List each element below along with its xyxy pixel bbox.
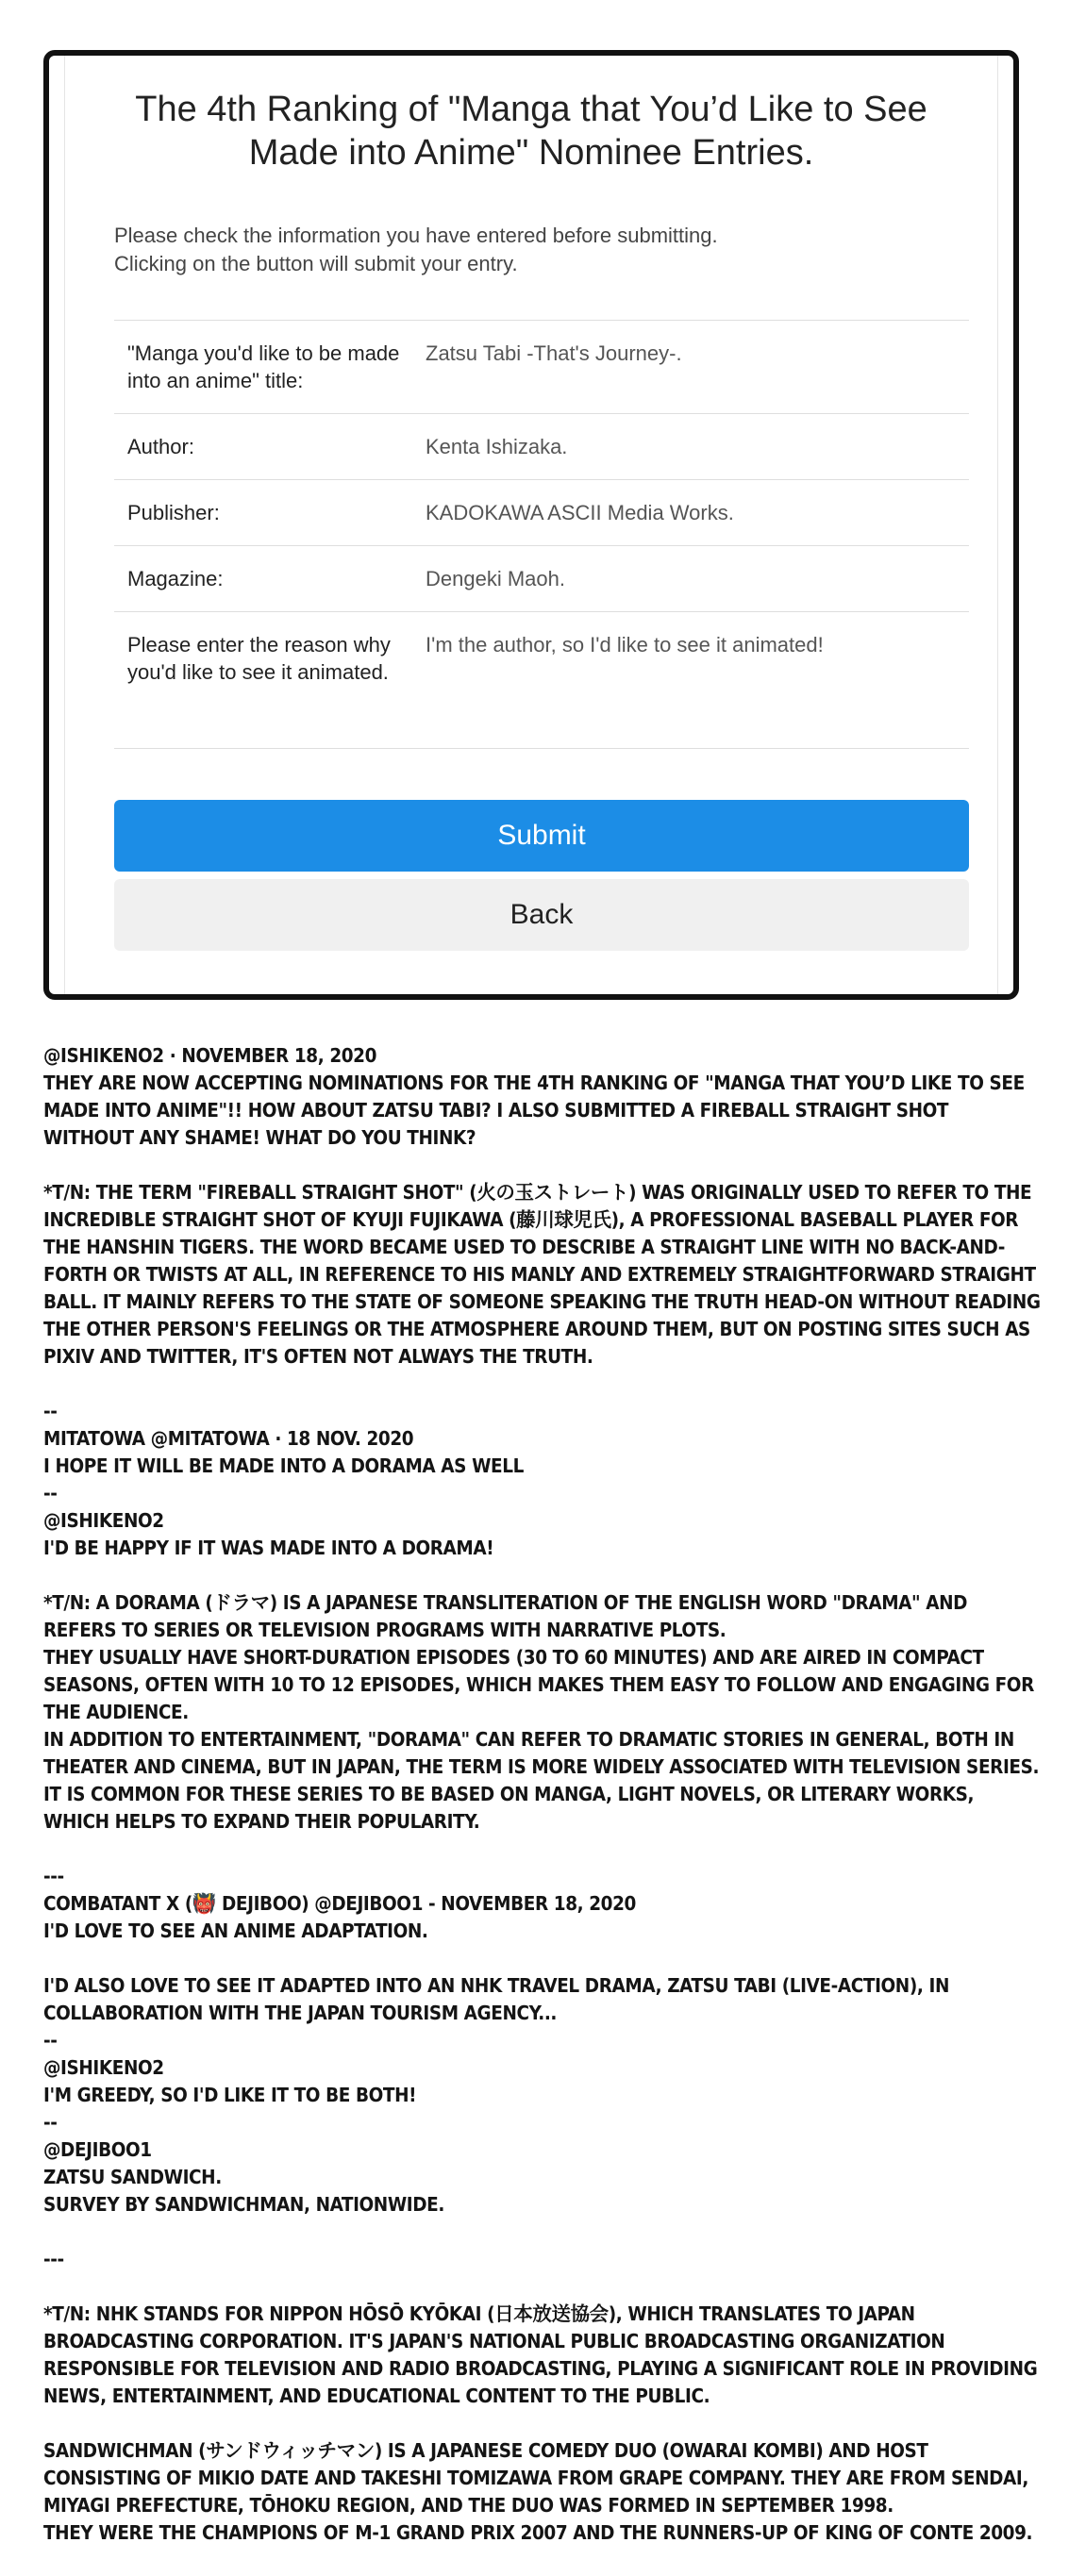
row-value-title: Zatsu Tabi -That's Journey-.: [409, 321, 969, 414]
row-label-publisher: Publisher:: [114, 480, 409, 546]
post-ishikeno2: @ISHIKENO2 · NOVEMBER 18, 2020 THEY ARE NOW ACCEPTING NOMINATIONS FOR THE 4TH RANKING OF "MANGA THAT YOU’D LIKE TO SEE MADE INTO ANIME"!! HOW ABOUT ZATSU TABI? I ALSO SUBMITTED A FIREBALL STRAIGHT SHOT WITHOUT ANY SHAME! WHAT DO YOU THINK?: [43, 1044, 1025, 1149]
table-row: [114, 321, 969, 414]
reply-dejiboo: --- COMBATANT X (👹 DEJIBOO) @DEJIBOO1 - NOVEMBER 18, 2020 I'D LOVE TO SEE AN ANIME ADAPTATION.: [43, 1865, 636, 1942]
translator-note-sandwichman: SANDWICHMAN (サンドウィッチマン) IS A JAPANESE COMEDY DUO (OWARAI KOMBI) AND HOST CONSISTING OF MIKIO DATE AND TAKESHI TOMIZAWA FROM GRAPE COMPANY. THEY ARE FROM SENDAI, MIYAGI PREFECTURE, TŌHOKU REGION, AND THE DUO WAS FORMED IN SEPTEMBER 1998. THEY WERE THE CHAMPIONS OF M-1 GRAND PRIX 2007 AND THE RUNNERS-UP OF KING OF CONTE 2009.: [43, 2439, 1033, 2544]
notice-line-2: Clicking on the button will submit your entry.: [114, 252, 518, 275]
row-label-title: "Manga you'd like to be made into an anime" title:: [114, 321, 409, 414]
row-value-author: Kenta Ishizaka.: [409, 414, 969, 480]
form-title: The 4th Ranking of "Manga that You’d Like to See Made into Anime" Nominee Entries.: [135, 90, 927, 173]
row-label-magazine: Magazine:: [114, 546, 409, 612]
table-row: [114, 546, 969, 612]
entry-confirmation-form: [43, 50, 1019, 1000]
row-value-reason: I'm the author, so I'd like to see it animated!: [409, 612, 969, 749]
row-label-author: Author:: [114, 414, 409, 480]
table-row: [114, 414, 969, 480]
table-row: [114, 480, 969, 546]
back-button[interactable]: Back: [114, 879, 969, 951]
confirmation-notice: [114, 222, 718, 278]
submit-button[interactable]: Submit: [114, 800, 969, 872]
translator-note-dorama: *T/N: A DORAMA (ドラマ) IS A JAPANESE TRANSLITERATION OF THE ENGLISH WORD "DRAMA" AND REFERS TO SERIES OR TELEVISION PROGRAMS WITH NARRATIVE PLOTS. THEY USUALLY HAVE SHORT-DURATION EPISODES (30 TO 60 MINUTES) AND ARE AIRED IN COMPACT SEASONS, OFTEN WITH 10 TO 12 EPISODES, WHICH MAKES THEM EASY TO FOLLOW AND ENGAGING FOR THE AUDIENCE. IN ADDITION TO ENTERTAINMENT, "DORAMA" CAN REFER TO DRAMATIC STORIES IN GENERAL, BOTH IN THEATER AND CINEMA, BUT IN JAPAN, THE TERM IS MORE WIDELY ASSOCIATED WITH TELEVISION SERIES. IT IS COMMON FOR THESE SERIES TO BE BASED ON MANGA, LIGHT NOVELS, OR LITERARY WORKS, WHICH HELPS TO EXPAND THEIR POPULARITY.: [43, 1591, 1040, 1833]
translator-notes-thread: [43, 1042, 1044, 2547]
reply-dejiboo-followup: I'D ALSO LOVE TO SEE IT ADAPTED INTO AN NHK TRAVEL DRAMA, ZATSU TABI (LIVE-ACTION), IN COLLABORATION WITH THE JAPAN TOURISM AGENCY... -- @ISHIKENO2 I'M GREEDY, SO I'D LIKE IT TO BE BOTH! -- @DEJIBOO1 ZATSU SANDWICH. SURVEY BY SANDWICHMAN, NATIONWIDE.: [43, 1974, 949, 2216]
form-panel: [64, 56, 998, 994]
translator-note-nhk: *T/N: NHK STANDS FOR NIPPON HŌSŌ KYŌKAI (日本放送協会), WHICH TRANSLATES TO JAPAN BROADCASTING CORPORATION. IT'S JAPAN'S NATIONAL PUBLIC BROADCASTING ORGANIZATION RESPONSIBLE FOR TELEVISION AND RADIO BROADCASTING, PLAYING A SIGNIFICANT ROLE IN PROVIDING NEWS, ENTERTAINMENT, AND EDUCATIONAL CONTENT TO THE PUBLIC.: [43, 2302, 1038, 2407]
row-label-reason: Please enter the reason why you'd like to see it animated.: [114, 612, 409, 749]
row-value-publisher: KADOKAWA ASCII Media Works.: [409, 480, 969, 546]
reply-mitatowa: -- MITATOWA @MITATOWA · 18 NOV. 2020 I HOPE IT WILL BE MADE INTO A DORAMA AS WELL -- @ISHIKENO2 I'D BE HAPPY IF IT WAS MADE INTO A DORAMA!: [43, 1400, 524, 1559]
entry-summary-table: [114, 320, 969, 749]
notice-line-1: Please check the information you have entered before submitting.: [114, 224, 718, 247]
translator-note-fireball: *T/N: THE TERM "FIREBALL STRAIGHT SHOT" (火の玉ストレート) WAS ORIGINALLY USED TO REFER TO THE INCREDIBLE STRAIGHT SHOT OF KYUJI FUJIKAWA (藤川球児氏), A PROFESSIONAL BASEBALL PLAYER FOR THE HANSHIN TIGERS. THE WORD BECAME USED TO DESCRIBE A STRAIGHT LINE WITH NO BACK-AND-FORTH OR TWISTS AT ALL, IN REFERENCE TO HIS MANLY AND EXTREMELY STRAIGHTFORWARD STRAIGHT BALL. IT MAINLY REFERS TO THE STATE OF SOMEONE SPEAKING THE TRUTH HEAD-ON WITHOUT READING THE OTHER PERSON'S FEELINGS OR THE ATMOSPHERE AROUND THEM, BUT ON POSTING SITES SUCH AS PIXIV AND TWITTER, IT'S OFTEN NOT ALWAYS THE TRUTH.: [43, 1181, 1041, 1368]
table-row: [114, 612, 969, 749]
row-value-magazine: Dengeki Maoh.: [409, 546, 969, 612]
section-divider: ---: [43, 2248, 64, 2270]
